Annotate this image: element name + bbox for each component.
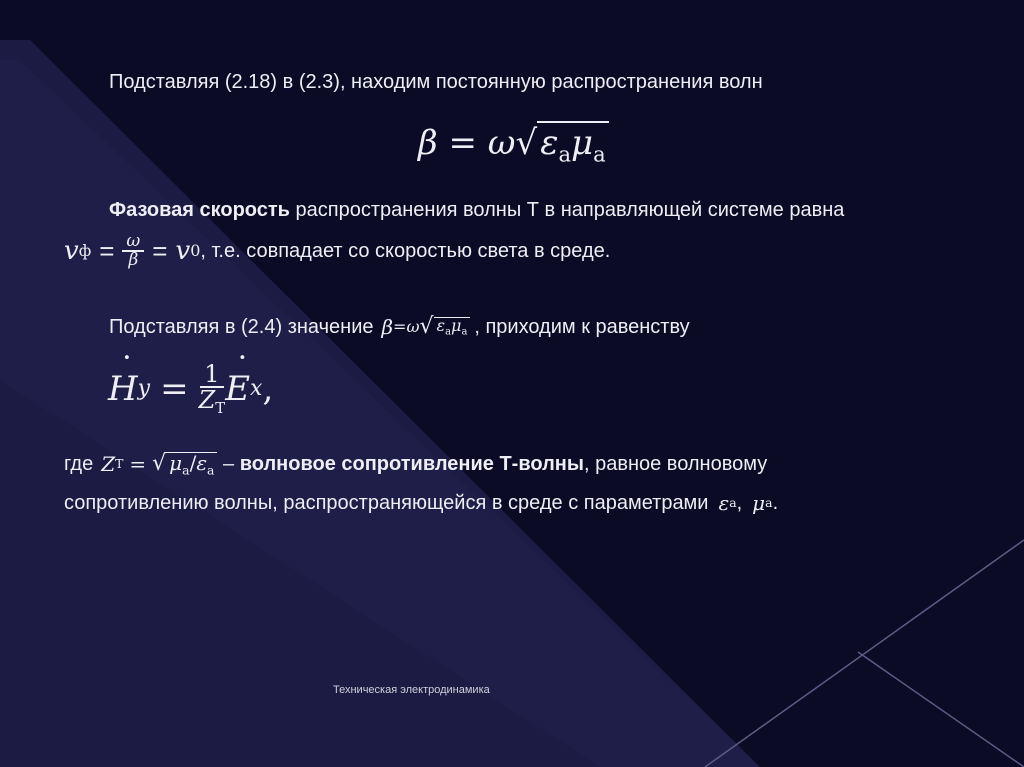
h-dot-symbol: ˙ H xyxy=(108,372,138,406)
subscript-phi: ф xyxy=(78,241,92,260)
slide-footer: Техническая электродинамика xyxy=(333,684,490,696)
substitution-sentence xyxy=(109,316,690,338)
sqrt-radicand xyxy=(434,317,471,337)
mu-symbol: μ xyxy=(752,491,766,515)
subscript-t: T xyxy=(115,456,124,472)
subscript-a: a xyxy=(445,326,452,338)
phase-velocity-conclusion: , т.е. совпадает со скоростью света в среде. xyxy=(200,240,611,262)
fraction-denominator xyxy=(199,388,226,416)
substitution-text-end: , приходим к равенству xyxy=(474,316,690,338)
sqrt-radicand xyxy=(166,452,217,477)
subscript-a: a xyxy=(461,326,468,338)
sqrt-symbol: √ xyxy=(419,314,434,339)
phase-velocity-term: Фазовая скорость xyxy=(109,199,290,221)
beta-formula xyxy=(418,123,609,167)
one-over-z-fraction xyxy=(199,362,226,416)
epsilon-symbol: ε xyxy=(436,315,446,335)
wave-impedance-term: волновое сопротивление Т-волны xyxy=(239,453,584,476)
mu-symbol: μ xyxy=(451,315,462,335)
e-dot-symbol: ˙ E xyxy=(225,372,250,406)
period: . xyxy=(772,492,779,514)
phase-velocity-sentence xyxy=(109,200,844,220)
fraction-numerator: ω xyxy=(122,233,144,252)
sqrt-symbol: √ xyxy=(515,123,538,163)
subscript-a: a xyxy=(207,462,215,478)
beta-symbol: β xyxy=(381,315,394,339)
field-relation-formula xyxy=(108,362,273,416)
comma: , xyxy=(736,492,743,514)
epsilon-symbol: ε xyxy=(196,451,208,475)
beta-symbol: β xyxy=(418,123,438,163)
intro-sentence: Подставляя (2.18) в (2.3), находим постоянную распространения волн xyxy=(109,71,763,93)
equals-sign: = xyxy=(152,236,168,266)
equals-sign: = xyxy=(99,236,115,266)
epsilon-symbol: ε xyxy=(540,123,559,163)
dash: – xyxy=(217,453,240,476)
subscript-a: a xyxy=(765,494,773,510)
v-symbol: v xyxy=(64,236,79,266)
omega-over-beta-fraction xyxy=(122,233,144,269)
subscript-a: a xyxy=(593,141,606,167)
impedance-sentence-line2 xyxy=(64,493,778,513)
equals-sign: = xyxy=(448,123,477,163)
fraction-numerator: 1 xyxy=(200,362,223,388)
trailing-comma: , xyxy=(262,369,274,410)
v0-symbol: v xyxy=(175,236,191,266)
sqrt-radicand xyxy=(537,121,609,167)
z-symbol: Z xyxy=(198,386,216,414)
fraction-denominator: β xyxy=(128,250,139,270)
impedance-line2-text: сопротивлению волны, распространяющейся в среде с параметрами xyxy=(64,492,709,514)
impedance-sentence-line1 xyxy=(64,452,767,477)
equals-omega: =ω xyxy=(393,317,420,336)
subscript-y: y xyxy=(137,376,151,402)
mu-symbol: μ xyxy=(571,123,594,163)
phase-velocity-text: распространения волны Т в направляющей системе равна xyxy=(295,199,845,221)
where-word: где xyxy=(64,453,94,476)
equals-sign: = xyxy=(160,369,189,410)
substitution-text-start: Подставляя в (2.4) значение xyxy=(109,316,374,338)
epsilon-symbol: ε xyxy=(718,491,730,515)
equals-sign: = xyxy=(129,452,147,477)
phase-velocity-formula-line xyxy=(64,233,610,269)
z-symbol: Z xyxy=(101,452,116,477)
subscript-x: x xyxy=(250,376,263,402)
sqrt-symbol: √ xyxy=(152,451,167,477)
mu-symbol: μ xyxy=(169,451,183,475)
subscript-a: a xyxy=(729,494,737,510)
subscript-a: a xyxy=(182,462,190,478)
slash: / xyxy=(189,451,197,475)
subscript-a: a xyxy=(558,141,572,167)
omega-symbol: ω xyxy=(487,123,516,163)
subscript-t: T xyxy=(215,399,226,418)
impedance-text-end: , равное волновому xyxy=(583,453,768,476)
subscript-zero: 0 xyxy=(190,241,201,260)
